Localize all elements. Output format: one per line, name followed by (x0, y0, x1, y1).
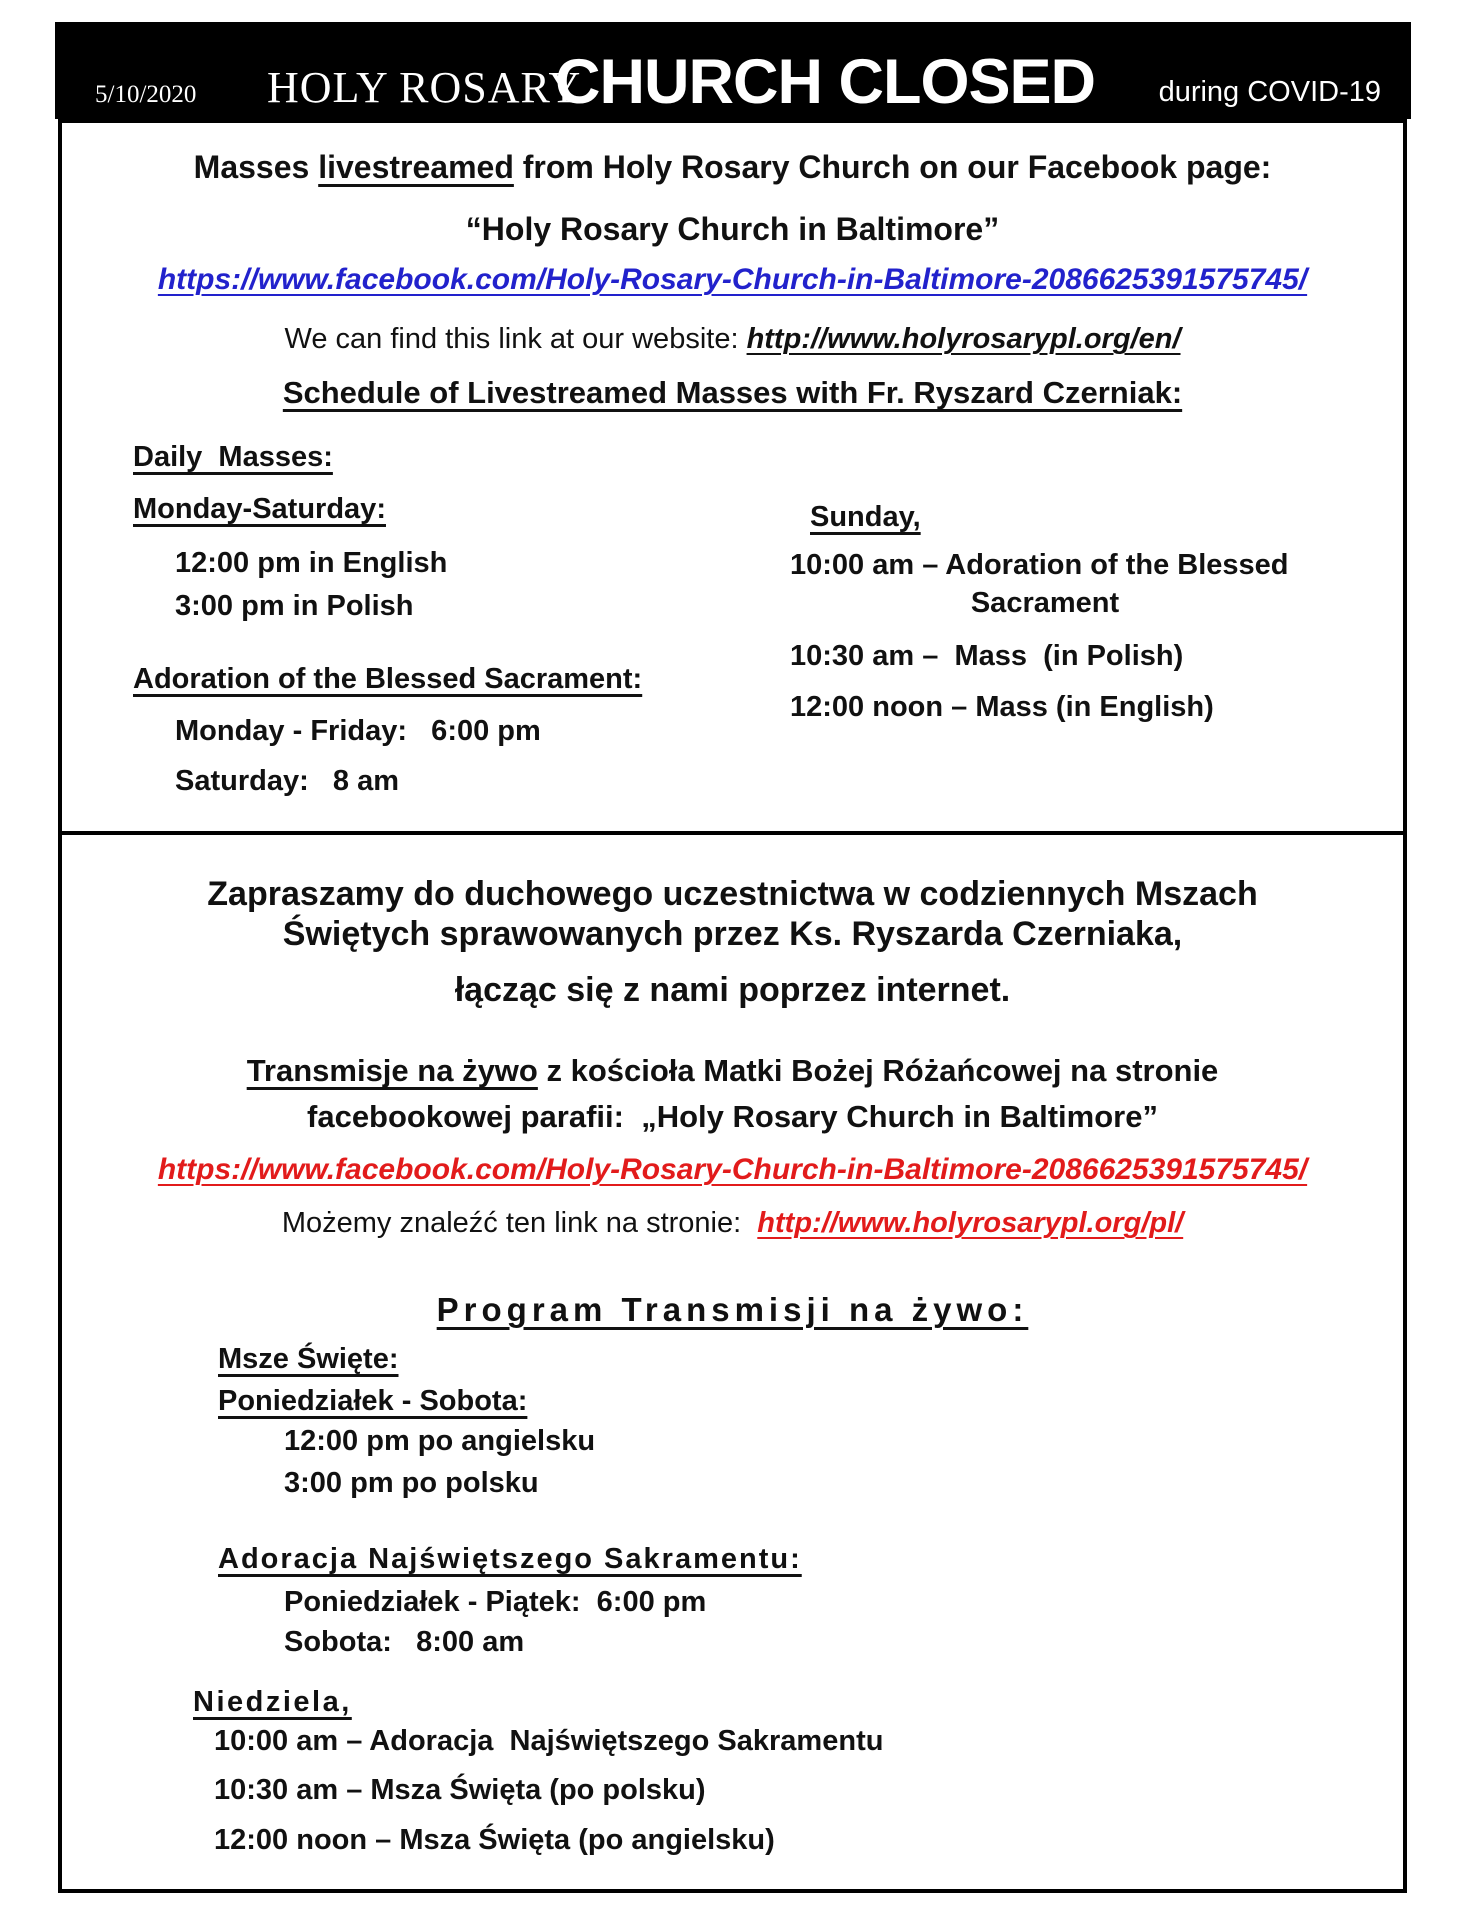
transmisje-underlined: Transmisje na żywo (246, 1053, 538, 1088)
header-bar (55, 22, 1411, 119)
intro-line (62, 149, 1403, 186)
transmisje-line-2: facebookowej parafii: „Holy Rosary Church in Baltimore” (307, 1099, 1158, 1134)
website-link-pl[interactable]: http://www.holyrosarypl.org/pl/ (757, 1207, 1184, 1239)
invite-line-3: łącząc się z nami poprzez internet. (454, 971, 1011, 1009)
website-line-en (62, 323, 1403, 356)
sunday-item-1 (790, 549, 1300, 620)
header-subtitle: during COVID-19 (1158, 76, 1381, 108)
sunday-item-1-line-1: 10:00 am – Adoration of the Blessed (790, 549, 1289, 581)
header-date: 5/10/2020 (95, 81, 197, 108)
mon-sat-time-1: 12:00 pm in English (175, 547, 448, 579)
daily-masses-heading: Daily Masses: (133, 441, 333, 473)
intro-post: from Holy Rosary Church on our Facebook page: (513, 149, 1272, 185)
msze-heading: Msze Święte: (218, 1343, 399, 1375)
header-church-name: HOLY ROSARY (267, 63, 582, 112)
sunday-item-2: 10:30 am – Mass (in Polish) (790, 640, 1184, 672)
schedule-heading: Schedule of Livestreamed Masses with Fr. Ryszard Czerniak: (282, 375, 1183, 410)
pon-sob-time-1: 12:00 pm po angielsku (284, 1425, 596, 1457)
program-heading: Program Transmisji na żywo: (436, 1291, 1029, 1328)
website-pre-pl: Możemy znaleźć ten link na stronie: (281, 1207, 758, 1239)
sunday-heading: Sunday, (810, 501, 921, 533)
website-link-en[interactable]: http://www.holyrosarypl.org/en/ (746, 323, 1181, 355)
intro-underlined-word: livestreamed (318, 149, 514, 185)
mon-sat-time-2: 3:00 pm in Polish (175, 590, 414, 622)
english-section (58, 119, 1407, 835)
adoracja-time-1: Poniedziałek - Piątek: 6:00 pm (284, 1586, 707, 1618)
transmisje-line-1 (62, 1053, 1403, 1089)
invite-line-2: Świętych sprawowanych przez Ks. Ryszarda Czerniaka, (282, 915, 1183, 953)
facebook-link-en[interactable]: https://www.facebook.com/Holy-Rosary-Church-in-Baltimore-2086625391575745/ (157, 263, 1308, 296)
sunday-item-1-line-2: Sacrament (970, 587, 1120, 620)
website-pre-en: We can find this link at our website: (284, 323, 747, 355)
sunday-item-3: 12:00 noon – Mass (in English) (790, 691, 1214, 723)
adoration-heading: Adoration of the Blessed Sacrament: (133, 663, 643, 695)
adoration-time-2: Saturday: 8 am (175, 765, 400, 797)
invite-line-1: Zapraszamy do duchowego uczestnictwa w codziennych Mszach (207, 875, 1258, 913)
intro-pre: Masses (193, 149, 319, 185)
header-title: CHURCH CLOSED (555, 47, 1096, 117)
pon-sob-time-2: 3:00 pm po polsku (284, 1467, 539, 1499)
niedziela-item-2: 10:30 am – Msza Święta (po polsku) (214, 1774, 706, 1806)
niedziela-item-3: 12:00 noon – Msza Święta (po angielsku) (214, 1824, 775, 1856)
niedziela-item-1: 10:00 am – Adoracja Najświętszego Sakramentu (214, 1725, 884, 1757)
transmisje-post: z kościoła Matki Bożej Różańcowej na stronie (537, 1053, 1219, 1088)
website-line-pl (62, 1207, 1403, 1240)
mon-sat-heading: Monday-Saturday: (133, 493, 386, 525)
facebook-link-pl[interactable]: https://www.facebook.com/Holy-Rosary-Church-in-Baltimore-2086625391575745/ (157, 1153, 1308, 1186)
polish-section (58, 831, 1407, 1893)
pon-sob-heading: Poniedziałek - Sobota: (218, 1385, 528, 1417)
facebook-page-name: “Holy Rosary Church in Baltimore” (465, 211, 1000, 247)
adoracja-time-2: Sobota: 8:00 am (284, 1626, 525, 1658)
adoracja-heading: Adoracja Najświętszego Sakramentu: (218, 1543, 802, 1575)
adoration-time-1: Monday - Friday: 6:00 pm (175, 715, 541, 747)
niedziela-heading: Niedziela, (193, 1686, 352, 1718)
